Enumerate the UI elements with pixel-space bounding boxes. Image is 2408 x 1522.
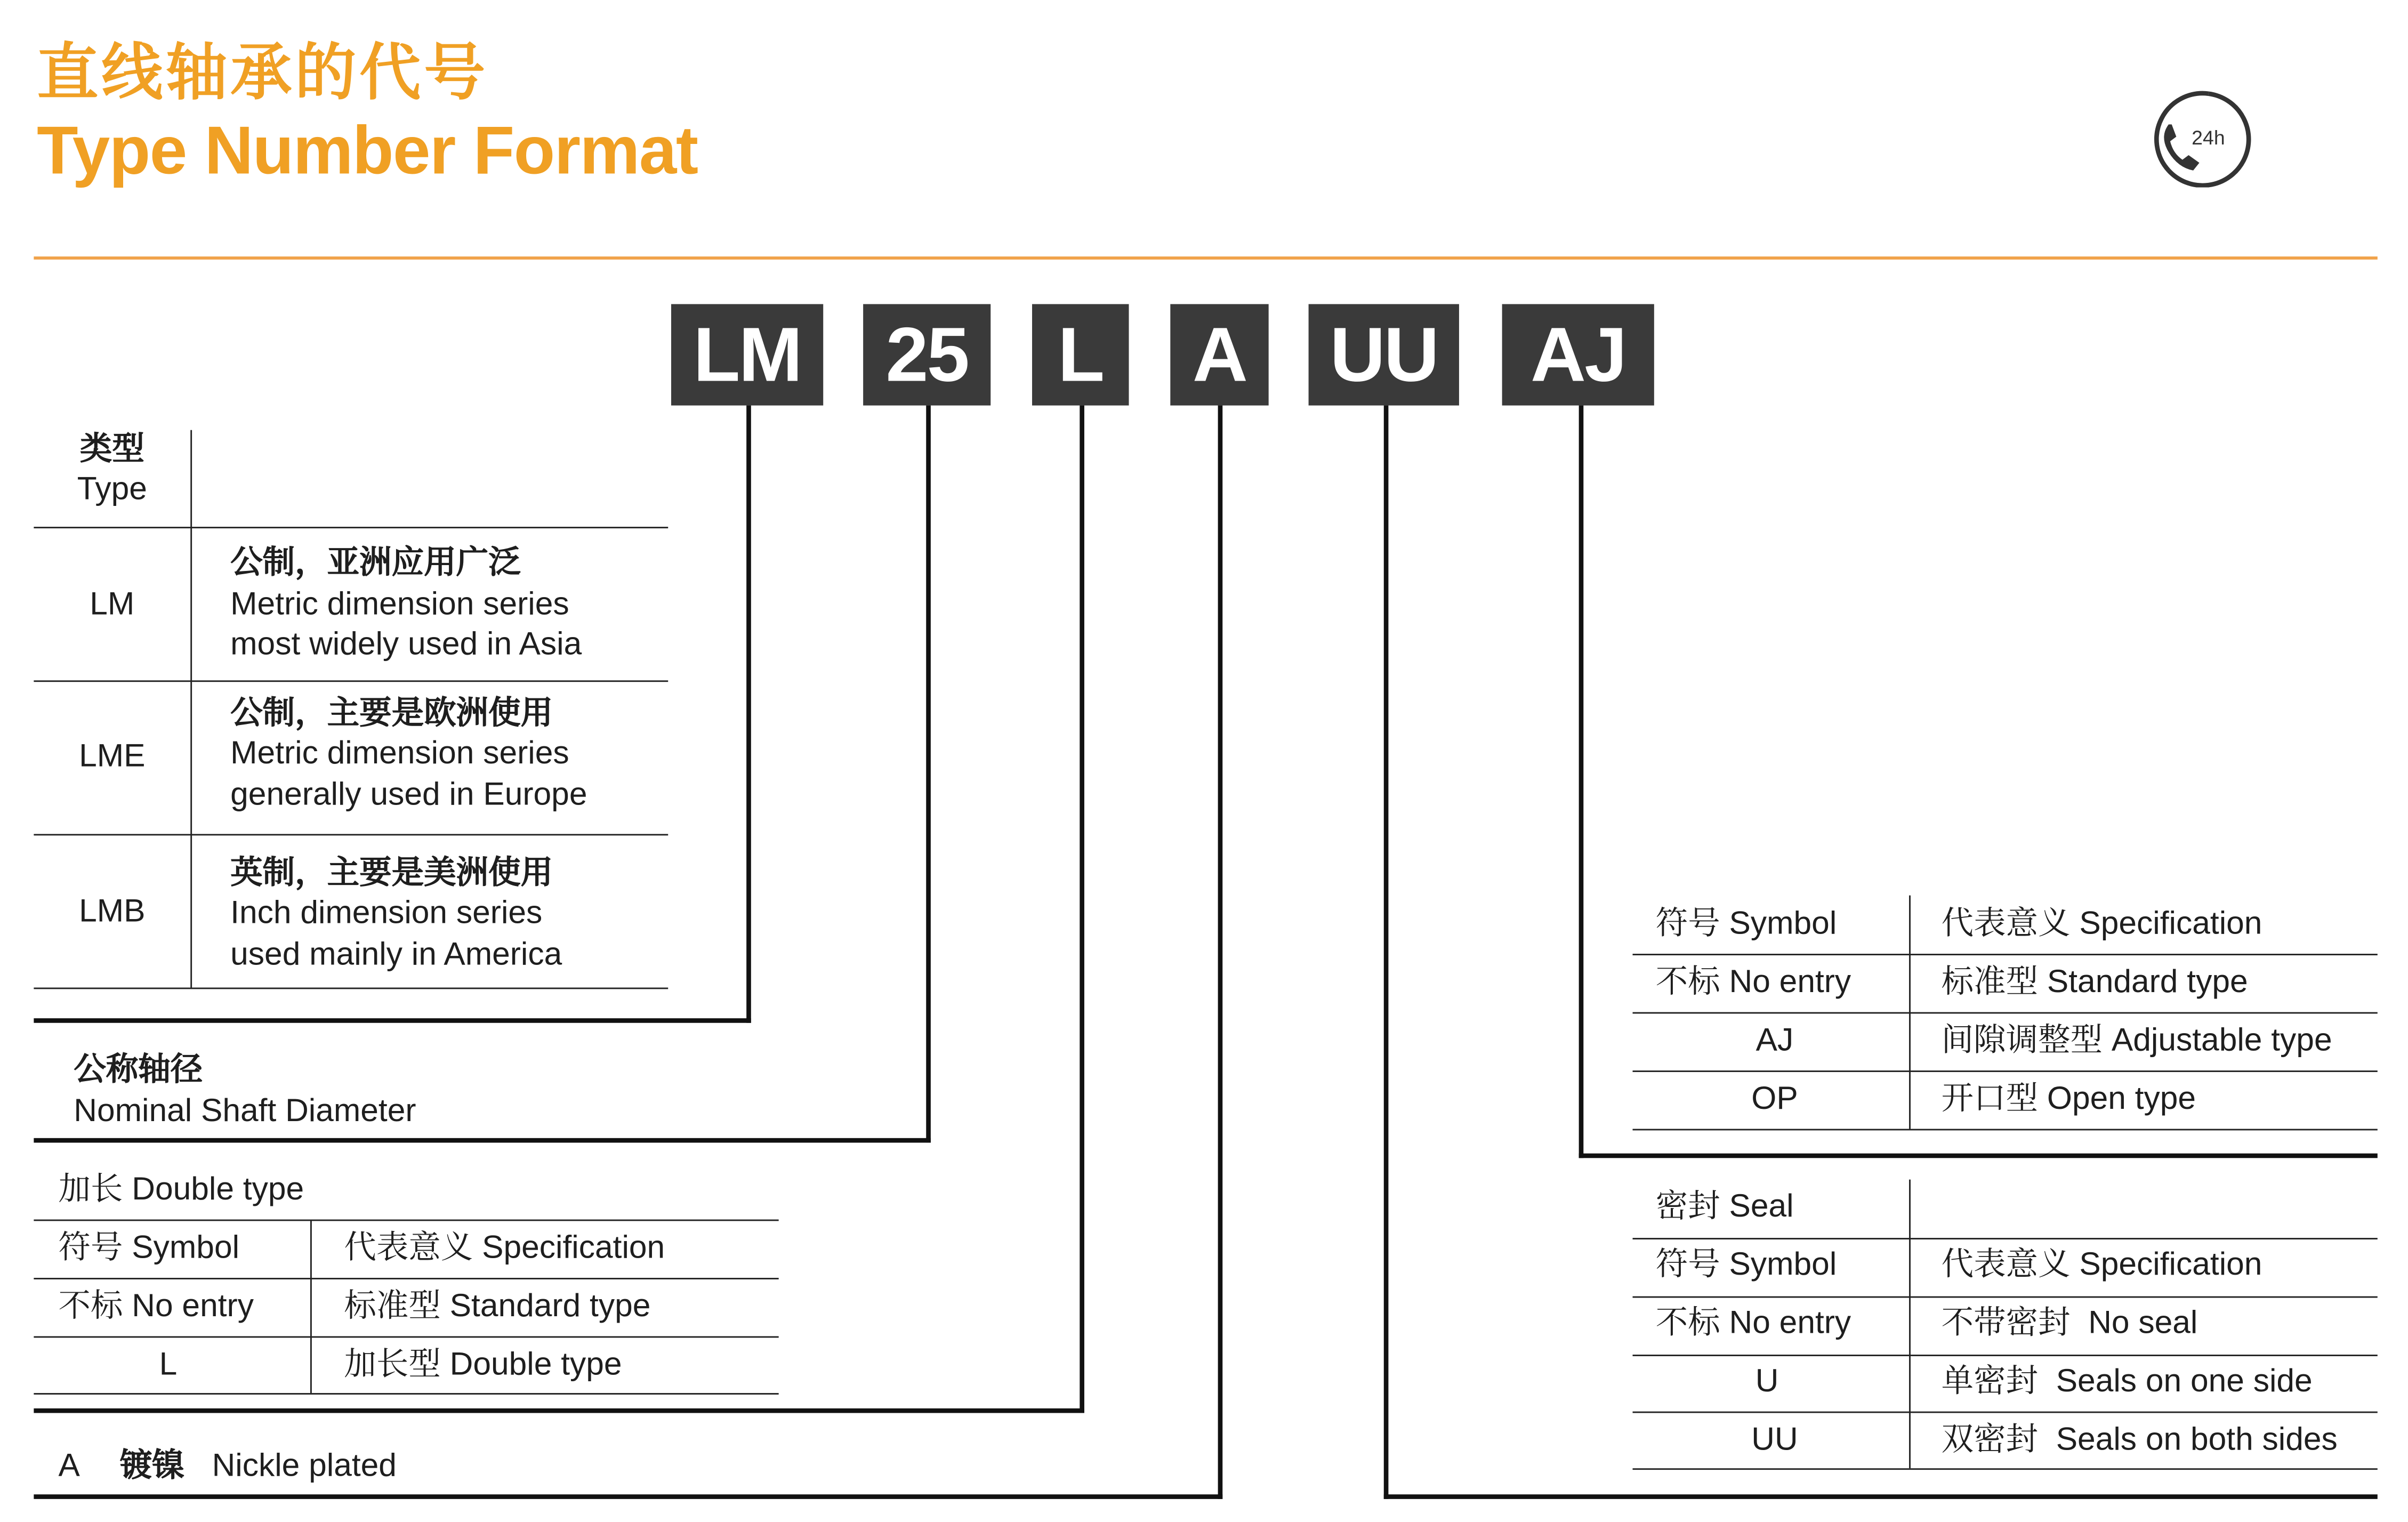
- connector-line: [1080, 406, 1084, 1413]
- row-divider: [1633, 1468, 2378, 1470]
- nickel-en: Nickle plated: [212, 1448, 397, 1484]
- code-box-diameter: 25: [863, 304, 990, 405]
- seal-table-title: 密封 Seal: [1655, 1188, 1794, 1225]
- code-box-double: L: [1032, 304, 1129, 405]
- spec-cell: 间隙调整型 Adjustable type: [1941, 1022, 2332, 1059]
- symbol-cell: AJ: [1755, 1022, 1794, 1059]
- spec-cell: 开口型 Open type: [1941, 1081, 2196, 1117]
- type-desc-en: Metric dimension series: [230, 735, 569, 771]
- row-divider: [34, 987, 668, 989]
- spec-cell: 双密封 Seals on both sides: [1941, 1422, 2338, 1458]
- title-chinese: 直线轴承的代号: [37, 39, 489, 108]
- type-code: LME: [79, 738, 146, 775]
- type-desc-cn: 公制，主要是欧洲使用: [230, 696, 553, 731]
- nickel-cn: 镀镍: [119, 1448, 184, 1484]
- header-symbol: 符号 Symbol: [1655, 906, 1837, 942]
- type-code: LMB: [79, 893, 146, 930]
- type-desc-cn: 公制，亚洲应用广泛: [230, 545, 521, 581]
- spec-cell: 不带密封 No seal: [1941, 1305, 2198, 1341]
- spec-cell: 标准型 Standard type: [1941, 964, 2248, 1000]
- column-divider: [310, 1220, 312, 1394]
- row-divider: [1633, 1355, 2378, 1356]
- row-divider: [34, 1278, 778, 1279]
- nickel-code: A: [58, 1448, 80, 1484]
- code-box-adjust: AJ: [1502, 304, 1654, 405]
- row-divider: [34, 680, 668, 682]
- code-box-seal: UU: [1309, 304, 1459, 405]
- connector-line: [34, 1408, 1084, 1413]
- 24h-phone-icon: [2147, 86, 2252, 187]
- connector-line: [34, 1138, 931, 1143]
- connector-line: [34, 1494, 1222, 1499]
- type-header-en: Type: [77, 471, 147, 507]
- connector-line: [1384, 406, 1389, 1499]
- nominal-label-cn: 公称轴径: [74, 1052, 203, 1088]
- type-header-cn: 类型: [79, 431, 144, 467]
- connector-line: [1579, 1154, 2378, 1158]
- code-box-type: LM: [671, 304, 823, 405]
- connector-line: [34, 1018, 751, 1023]
- row-divider: [1633, 1296, 2378, 1298]
- connector-line: [926, 406, 931, 1143]
- symbol-cell: 不标 No entry: [1655, 1305, 1851, 1341]
- connector-line: [746, 406, 751, 1023]
- row-divider: [1633, 1238, 2378, 1239]
- header-symbol: 符号 Symbol: [1655, 1247, 1837, 1283]
- type-desc-en: used mainly in America: [230, 937, 562, 972]
- header-spec: 代表意义 Specification: [1941, 1247, 2262, 1283]
- connector-line: [1218, 406, 1223, 1499]
- symbol-cell: U: [1755, 1364, 1779, 1399]
- symbol-cell: 不标 No entry: [58, 1289, 254, 1324]
- row-divider: [34, 1220, 778, 1221]
- header-symbol: 符号 Symbol: [58, 1230, 240, 1266]
- row-divider: [1633, 1070, 2378, 1072]
- code-box-nickel: A: [1170, 304, 1268, 405]
- symbol-cell: UU: [1751, 1422, 1798, 1458]
- row-divider: [1633, 954, 2378, 955]
- column-divider: [190, 430, 192, 988]
- type-desc-en: Inch dimension series: [230, 895, 543, 931]
- row-divider: [34, 1393, 778, 1395]
- row-divider: [1633, 1012, 2378, 1014]
- symbol-cell: OP: [1751, 1081, 1798, 1117]
- connector-line: [1579, 406, 1584, 1158]
- row-divider: [1633, 1129, 2378, 1131]
- row-divider: [34, 527, 668, 528]
- row-divider: [34, 834, 668, 835]
- double-table-title: 加长 Double type: [58, 1172, 304, 1207]
- spec-cell: 标准型 Standard type: [344, 1289, 651, 1324]
- symbol-cell: L: [159, 1347, 178, 1382]
- nominal-label-en: Nominal Shaft Diameter: [74, 1093, 416, 1129]
- connector-line: [1384, 1494, 2378, 1499]
- type-desc-en: most widely used in Asia: [230, 626, 582, 662]
- spec-cell: 单密封 Seals on one side: [1941, 1364, 2313, 1399]
- header-divider: [34, 256, 2377, 259]
- row-divider: [1633, 1412, 2378, 1413]
- type-desc-en: Metric dimension series: [230, 586, 569, 622]
- type-desc-cn: 英制，主要是美洲使用: [230, 855, 553, 891]
- title-english: Type Number Format: [37, 114, 698, 189]
- type-code: LM: [90, 586, 135, 622]
- spec-cell: 加长型 Double type: [344, 1347, 622, 1382]
- row-divider: [34, 1336, 778, 1338]
- svg-text:24h: 24h: [2192, 126, 2225, 149]
- header-spec: 代表意义 Specification: [344, 1230, 665, 1266]
- header-spec: 代表意义 Specification: [1941, 906, 2262, 942]
- symbol-cell: 不标 No entry: [1655, 964, 1851, 1000]
- type-desc-en: generally used in Europe: [230, 777, 587, 813]
